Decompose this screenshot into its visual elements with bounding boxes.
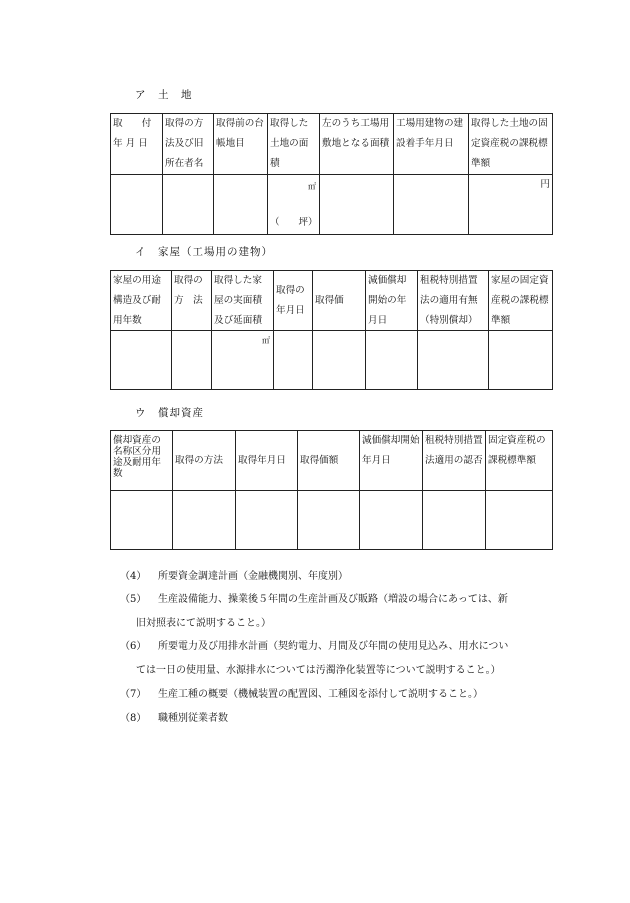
section-title-building: イ 家屋（工場用の建物） — [135, 246, 273, 258]
building-header-use: 家屋の用途構造及び耐用年数 — [111, 271, 172, 331]
dep-header-name: 償却資産の名称区分用途及耐用年数 — [111, 431, 173, 491]
land-header-category: 取得前の台帳地目 — [214, 114, 268, 175]
dep-cell[interactable] — [298, 491, 360, 550]
building-header-price: 取得価 — [313, 271, 366, 331]
building-cell[interactable] — [274, 331, 313, 390]
item-number: （7） — [120, 689, 147, 700]
item-text: 所要電力及び用排水計画（契約電力、月間及び年間の使用見込み、用水につい — [158, 641, 509, 652]
dep-header-special: 租税特別措置法適用の認否 — [423, 431, 486, 491]
land-header-area: 取得した土地の面積 — [268, 114, 320, 175]
unit-sqm: ㎡ — [262, 336, 270, 345]
dep-cell[interactable] — [173, 491, 236, 550]
land-cell[interactable] — [111, 175, 163, 235]
building-cell[interactable] — [366, 331, 418, 390]
building-cell[interactable] — [489, 331, 553, 390]
land-cell[interactable] — [320, 175, 394, 235]
building-cell[interactable] — [172, 331, 212, 390]
item-number: （8） — [120, 713, 147, 724]
dep-header-method: 取得の方法 — [173, 431, 236, 491]
item-5 — [120, 590, 575, 610]
item-6-continuation: ては一日の使用量、水源排水については汚濁浄化装置等について説明すること。） — [136, 665, 501, 676]
section-title-depreciable: ウ 償却資産 — [135, 407, 204, 419]
item-number: （5） — [120, 594, 147, 605]
section-title-land: ア 土 地 — [135, 89, 193, 101]
land-cell-tax[interactable] — [469, 175, 553, 235]
dep-cell[interactable] — [360, 491, 423, 550]
item-6 — [120, 637, 575, 657]
item-text: 職種別従業者数 — [158, 713, 228, 724]
item-number: （6） — [120, 641, 147, 652]
dep-cell[interactable] — [423, 491, 486, 550]
building-table — [110, 270, 553, 390]
dep-cell[interactable] — [111, 491, 173, 550]
land-header-date: 取 付 年 月 日 — [111, 114, 163, 175]
item-text: 生産工種の概要（機械装置の配置図、工種図を添付して説明すること。） — [158, 689, 483, 700]
depreciable-table — [110, 430, 553, 550]
land-cell-area[interactable] — [268, 175, 320, 235]
item-4 — [120, 567, 575, 587]
building-cell[interactable] — [418, 331, 489, 390]
building-header-special: 租税特別措置法の適用有無（特別償却） — [418, 271, 489, 331]
building-header-method: 取得の方 法 — [172, 271, 212, 331]
building-cell-area[interactable] — [212, 331, 274, 390]
unit-yen: 円 — [540, 179, 550, 190]
unit-sqm: ㎡ — [308, 182, 316, 191]
land-header-tax-base: 取得した土地の固定資産税の課税標準額 — [469, 114, 553, 175]
item-text: 生産設備能力、操業後５年間の生産計画及び販路（増設の場合にあっては、新 — [158, 594, 508, 605]
land-header-method: 取得の方法及び旧所在者名 — [163, 114, 214, 175]
item-text: 所要資金調達計画（金融機関別、年度別） — [158, 571, 348, 582]
item-5-continuation: 旧対照表にて説明すること。） — [136, 618, 271, 629]
building-header-area: 取得した家屋の実面積及び延面積 — [212, 271, 274, 331]
dep-header-tax-base: 固定資産税の課税標準額 — [486, 431, 553, 491]
land-table — [110, 113, 553, 235]
land-cell[interactable] — [394, 175, 469, 235]
dep-header-date: 取得年月日 — [236, 431, 298, 491]
dep-cell[interactable] — [486, 491, 553, 550]
unit-tsubo: （ 坪） — [270, 217, 318, 228]
dep-cell[interactable] — [236, 491, 298, 550]
item-8 — [120, 709, 575, 729]
land-cell[interactable] — [214, 175, 268, 235]
building-cell[interactable] — [313, 331, 366, 390]
land-header-construction-date: 工場用建物の建設着手年月日 — [394, 114, 469, 175]
item-number: （4） — [120, 571, 147, 582]
land-header-factory-area: 左のうち工場用敷地となる面積 — [320, 114, 394, 175]
building-header-depreciation: 減価償却開始の年月日 — [366, 271, 418, 331]
building-header-tax-base: 家屋の固定資産税の課税標準額 — [489, 271, 553, 331]
item-7 — [120, 685, 575, 705]
building-header-date: 取得の年月日 — [274, 271, 313, 331]
building-cell[interactable] — [111, 331, 172, 390]
land-cell[interactable] — [163, 175, 214, 235]
dep-header-price: 取得価額 — [298, 431, 360, 491]
dep-header-depreciation: 減価償却開始年月日 — [360, 431, 423, 491]
